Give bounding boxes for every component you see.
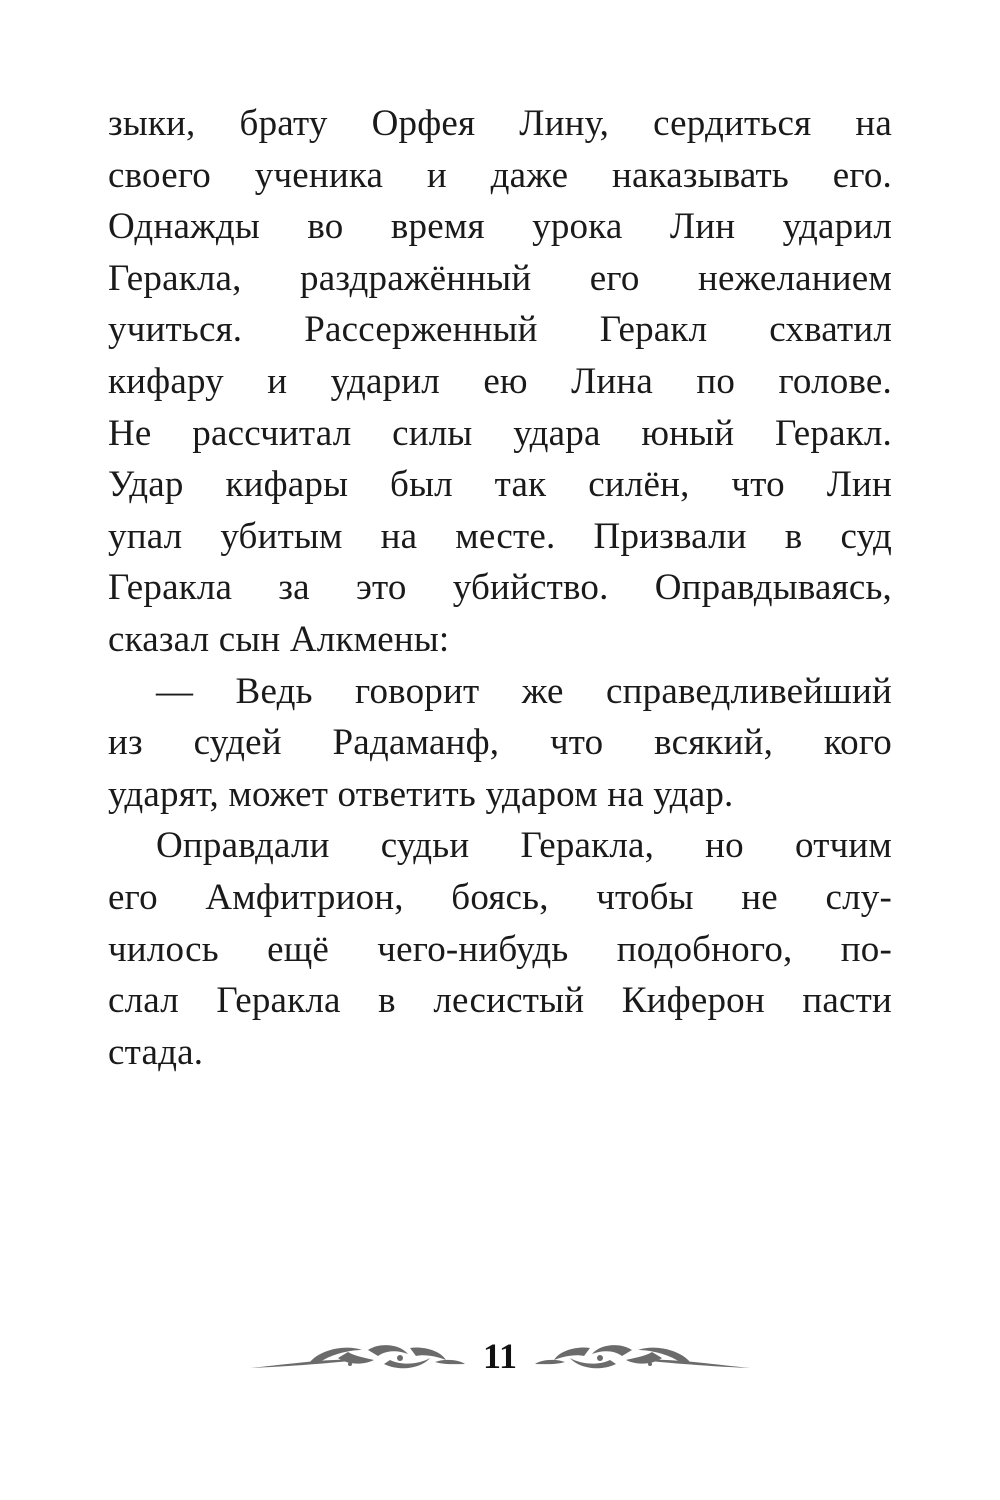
text-line: зыки, брату Орфея Лину, сердиться на xyxy=(108,103,892,144)
text-line: Геракла за это убийство. Оправдываясь, xyxy=(108,567,892,609)
text-line: учиться. Рассерженный Геракл схватил xyxy=(108,309,892,351)
text-line: кифару и ударил ею Лина по голове. xyxy=(108,360,892,402)
text-line: Не рассчитал силы удара юный Геракл. xyxy=(108,412,892,454)
text-line: упал убитым на месте. Призвали в суд xyxy=(108,515,892,557)
page-body xyxy=(108,98,892,1078)
page-number: 11 xyxy=(482,1336,517,1376)
text-line: сказал сын Алкмены: xyxy=(108,618,450,660)
text-line: Удар кифары был так силён, что Лин xyxy=(108,464,892,506)
page-footer xyxy=(250,1330,750,1386)
text-line: Однажды во время урока Лин ударил xyxy=(108,206,892,248)
text-line: слал Геракла в лесистый Киферон пасти xyxy=(108,980,892,1022)
text-line: чилось ещё чего-нибудь подобного, по- xyxy=(108,928,892,970)
dialogue-line: ударят, может ответить ударом на удар. xyxy=(108,773,734,815)
text-line: стада. xyxy=(108,1031,204,1073)
text-line: его Амфитрион, боясь, чтобы не слу- xyxy=(108,876,892,918)
flourish-ornament-icon xyxy=(535,1338,750,1378)
text-line: Оправдали судьи Геракла, но отчим xyxy=(156,825,892,867)
dialogue-line: из судей Радаманф, что всякий, кого xyxy=(108,722,892,764)
text-line: своего ученика и даже наказывать его. xyxy=(108,154,892,196)
dialogue-line: — Ведь говорит же справедливейший xyxy=(156,670,892,712)
text-line: Геракла, раздражённый его нежеланием xyxy=(108,257,892,299)
